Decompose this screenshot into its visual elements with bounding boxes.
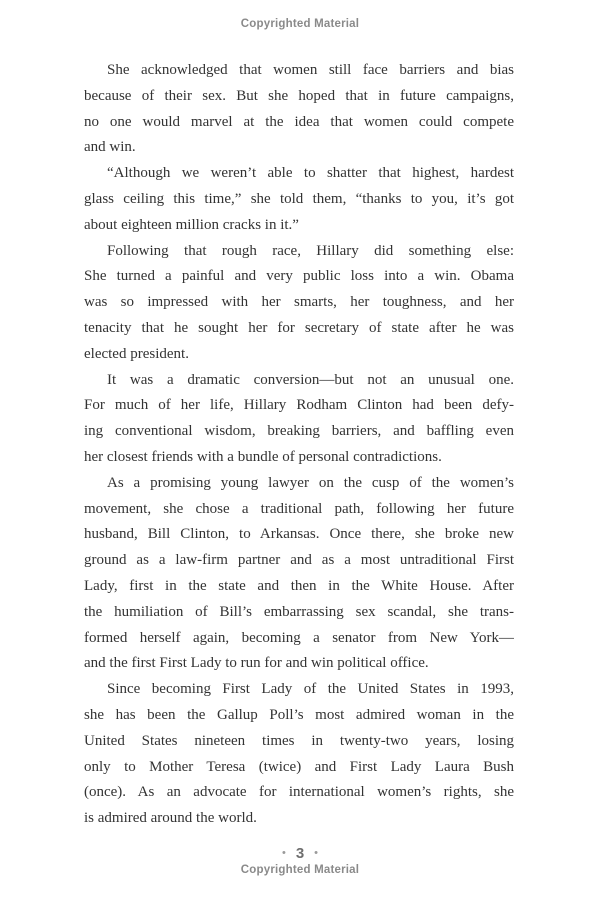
- text-line: Lady, first in the state and then in the White House. After: [84, 577, 514, 594]
- copyright-notice-top: Copyrighted Material: [240, 18, 360, 30]
- body-text: [84, 58, 514, 832]
- text-line: She turned a painful and very public loss into a win. Obama: [84, 268, 514, 285]
- paragraph: [84, 161, 514, 238]
- text-line: movement, she chose a traditional path, following her future: [84, 500, 514, 517]
- text-line: her closest friends with a bundle of personal contradictions.: [84, 448, 442, 465]
- text-line: ground as a law-firm partner and as a most untraditional First: [84, 552, 514, 569]
- paragraph: [84, 677, 514, 832]
- text-line: is admired around the world.: [84, 810, 257, 827]
- paragraph: [84, 471, 514, 677]
- text-line: elected president.: [84, 345, 189, 362]
- page-number-row: [0, 843, 600, 863]
- text-line: It was a dramatic conversion—but not an unusual one.: [107, 371, 514, 388]
- text-line: tenacity that he sought her for secretary of state after he was: [84, 319, 514, 336]
- text-line: formed herself again, becoming a senator from New York—: [84, 629, 514, 646]
- text-line: was so impressed with her smarts, her toughness, and her: [84, 294, 514, 311]
- text-line: about eighteen million cracks in it.”: [84, 216, 299, 233]
- text-line: “Although we weren’t able to shatter that highest, hardest: [107, 165, 514, 182]
- text-line: glass ceiling this time,” she told them, “thanks to you, it’s got: [84, 190, 514, 207]
- text-line: United States nineteen times in twenty-two years, losing: [84, 732, 514, 749]
- text-line: Following that rough race, Hillary did something else:: [107, 242, 514, 259]
- copyright-notice-bottom: Copyrighted Material: [240, 864, 360, 876]
- text-line: because of their sex. But she hoped that in future campaigns,: [84, 87, 514, 104]
- text-line: (once). As an advocate for international women’s rights, she: [84, 784, 514, 801]
- text-line: As a promising young lawyer on the cusp of the women’s: [107, 474, 514, 491]
- page-number-dot-left: •: [281, 846, 286, 859]
- page-body: [84, 58, 514, 832]
- text-line: husband, Bill Clinton, to Arkansas. Once there, she broke new: [84, 526, 514, 543]
- paragraph: [84, 239, 514, 368]
- text-line: She acknowledged that women still face barriers and bias: [107, 62, 514, 78]
- text-line: she has been the Gallup Poll’s most admired woman in the: [84, 706, 514, 723]
- text-line: and the first First Lady to run for and win political office.: [84, 655, 429, 672]
- text-line: no one would marvel at the idea that women could compete: [84, 113, 514, 130]
- text-line: For much of her life, Hillary Rodham Clinton had been defy-: [84, 397, 514, 414]
- text-line: Since becoming First Lady of the United States in 1993,: [107, 681, 514, 698]
- text-line: ing conventional wisdom, breaking barriers, and baffling even: [84, 423, 514, 440]
- text-line: and win.: [84, 139, 136, 156]
- text-line: only to Mother Teresa (twice) and First Lady Laura Bush: [84, 758, 514, 775]
- paragraph: [84, 58, 514, 161]
- text-line: the humiliation of Bill’s embarrassing sex scandal, she trans-: [84, 603, 514, 620]
- page-number: 3: [295, 844, 305, 862]
- page-number-dot-right: •: [314, 846, 319, 859]
- paragraph: [84, 368, 514, 471]
